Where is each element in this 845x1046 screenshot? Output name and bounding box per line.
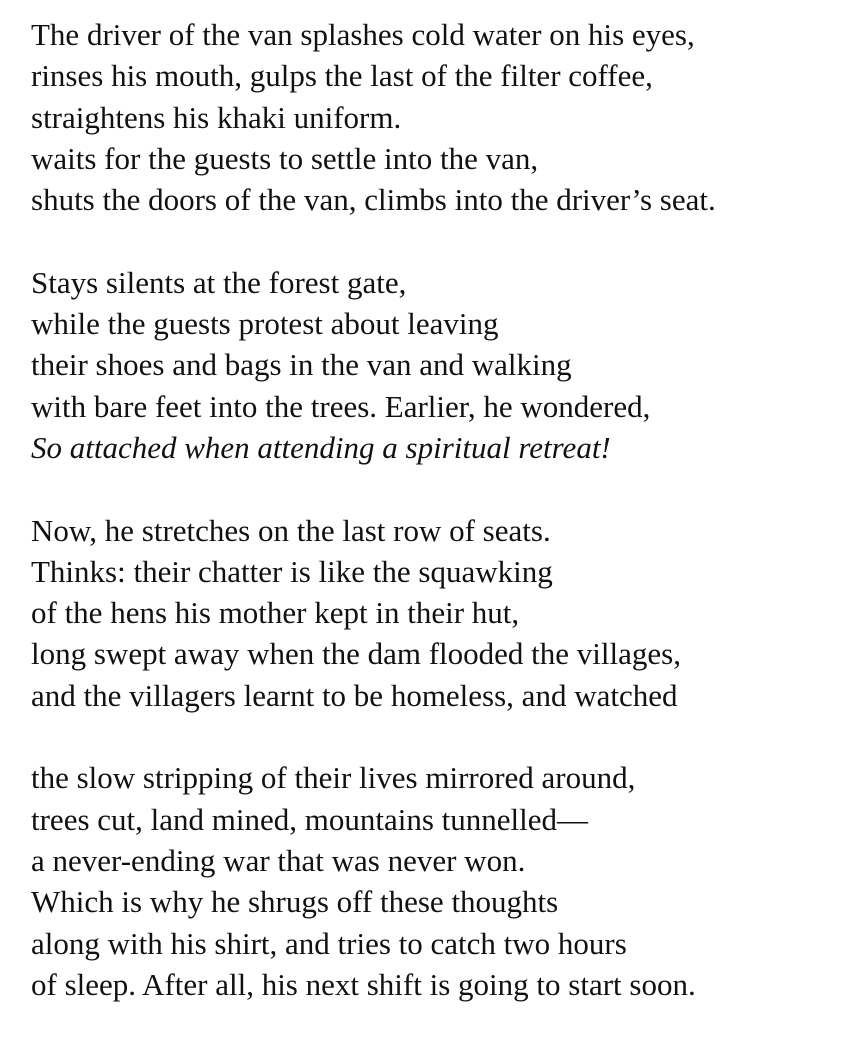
poem-line: The driver of the van splashes cold water on his eyes,: [31, 17, 695, 52]
poem-line: Thinks: their chatter is like the squawking: [31, 553, 553, 589]
poem-line: a never-ending war that was never won.: [31, 842, 526, 878]
poem-line: Now, he stretches on the last row of seats.: [31, 512, 551, 548]
poem-line: rinses his mouth, gulps the last of the filter coffee,: [31, 58, 653, 94]
stanza-2: [31, 262, 836, 468]
poem-line: their shoes and bags in the van and walking: [31, 347, 572, 383]
poem-line: with bare feet into the trees. Earlier, he wondered,: [31, 388, 651, 424]
poem-line: straightens his khaki uniform.: [31, 99, 402, 135]
poem-line: and the villagers learnt to be homeless, and watched: [31, 677, 678, 713]
poem-body: [31, 14, 836, 1046]
poem-line: shuts the doors of the van, climbs into the driver’s seat.: [31, 182, 716, 218]
stanza-1: [31, 14, 836, 220]
poem-line: of the hens his mother kept in their hut,: [31, 595, 520, 631]
poem-line: waits for the guests to settle into the van,: [31, 140, 539, 176]
poem-line: trees cut, land mined, mountains tunnelled—: [31, 801, 589, 837]
stanza-4: [31, 757, 836, 1005]
poem-line: Stays silents at the forest gate,: [31, 264, 407, 300]
poem-line: the slow stripping of their lives mirrored around,: [31, 760, 636, 796]
poem-line-italic: So attached when attending a spiritual retreat!: [31, 429, 611, 465]
poem-line: Which is why he shrugs off these thoughts: [31, 884, 559, 920]
stanza-3: [31, 510, 836, 716]
poem-line: long swept away when the dam flooded the villages,: [31, 636, 681, 672]
poem-line: of sleep. After all, his next shift is going to start soon.: [31, 966, 696, 1002]
poem-line: along with his shirt, and tries to catch two hours: [31, 925, 627, 961]
poem-line: while the guests protest about leaving: [31, 306, 499, 342]
